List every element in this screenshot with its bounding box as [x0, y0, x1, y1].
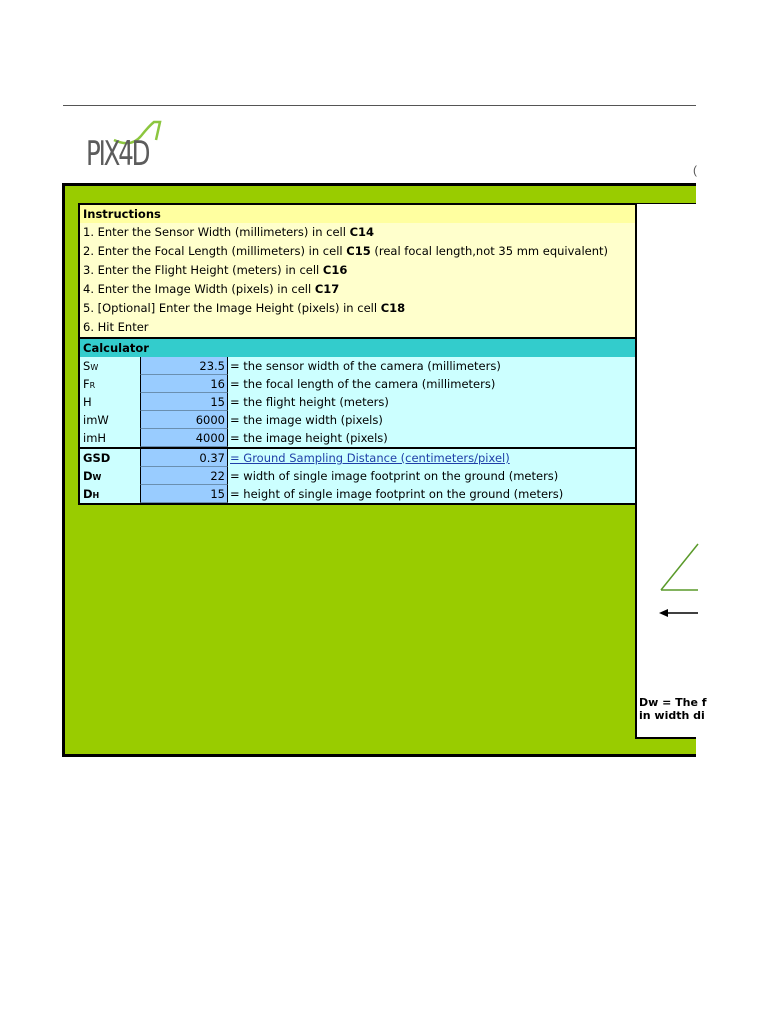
instructions-header: Instructions — [80, 205, 635, 223]
calculator-section — [80, 357, 635, 503]
cell-reference: C17 — [314, 282, 340, 296]
diagram-graphic — [637, 204, 698, 740]
calculator-row — [80, 393, 635, 411]
cell-reference: C18 — [380, 301, 406, 315]
description-cell: = the sensor width of the camera (millimeters) — [230, 359, 501, 373]
calculator-row — [80, 375, 635, 393]
symbol-cell: DH — [83, 487, 100, 501]
symbol-cell: FR — [83, 377, 96, 391]
calculator-row — [80, 485, 635, 503]
instruction-line: 5. [Optional] Enter the Image Height (pixels) in cell C18 — [83, 301, 406, 315]
symbol-cell: imW — [83, 413, 109, 427]
logo-text: PIX4D — [86, 134, 149, 174]
diagram-note: Dw = The f in width di — [639, 696, 707, 722]
cut-off-text: ( — [693, 163, 697, 177]
gsd-link[interactable]: = Ground Sampling Distance (centimeters/pixel) — [230, 451, 510, 465]
description-cell: = height of single image footprint on the ground (meters) — [230, 487, 564, 501]
value-input-cell[interactable]: 6000 — [140, 411, 228, 429]
value-input-cell[interactable]: 15 — [140, 393, 228, 411]
value-input-cell[interactable]: 23.5 — [140, 357, 228, 375]
pix4d-logo — [86, 118, 166, 178]
instructions-section — [80, 205, 635, 337]
instruction-line: 6. Hit Enter — [83, 320, 149, 334]
symbol-cell: H — [83, 395, 92, 409]
calculator-row — [80, 429, 635, 447]
top-divider — [63, 105, 696, 106]
cell-reference: C16 — [322, 263, 348, 277]
arrow-left-icon — [659, 609, 668, 617]
value-result-cell: 22 — [140, 467, 228, 485]
description-cell: = width of single image footprint on the ground (meters) — [230, 469, 559, 483]
cell-reference: C15 — [346, 244, 371, 258]
calculator-header: Calculator — [80, 337, 635, 357]
description-cell: = the image height (pixels) — [230, 431, 388, 445]
value-result-cell: 15 — [140, 485, 228, 503]
value-input-cell[interactable]: 4000 — [140, 429, 228, 447]
instruction-line: 1. Enter the Sensor Width (millimeters) in cell C14 — [83, 225, 375, 239]
instruction-line: 4. Enter the Image Width (pixels) in cell C17 — [83, 282, 340, 296]
diagram-ray — [661, 544, 698, 590]
footprint-diagram — [635, 203, 707, 739]
symbol-cell: DW — [83, 469, 102, 483]
calculator-row — [80, 411, 635, 429]
instruction-line: 2. Enter the Focal Length (millimeters) in cell C15 (real focal length,not 35 mm equivalent) — [83, 244, 609, 258]
calculator-row — [80, 447, 635, 467]
description-cell: = the focal length of the camera (millimeters) — [230, 377, 496, 391]
description-cell: = the image width (pixels) — [230, 413, 383, 427]
calculator-row — [80, 467, 635, 485]
symbol-cell: imH — [83, 431, 107, 445]
symbol-cell: GSD — [83, 451, 111, 465]
calculator-row — [80, 357, 635, 375]
symbol-cell: SW — [83, 359, 99, 373]
instruction-line: 3. Enter the Flight Height (meters) in cell C16 — [83, 263, 348, 277]
description-cell: = the flight height (meters) — [230, 395, 389, 409]
cell-reference: C14 — [349, 225, 375, 239]
calculator-panel — [78, 203, 636, 505]
value-input-cell[interactable]: 16 — [140, 375, 228, 393]
value-result-cell: 0.37 — [140, 449, 228, 467]
